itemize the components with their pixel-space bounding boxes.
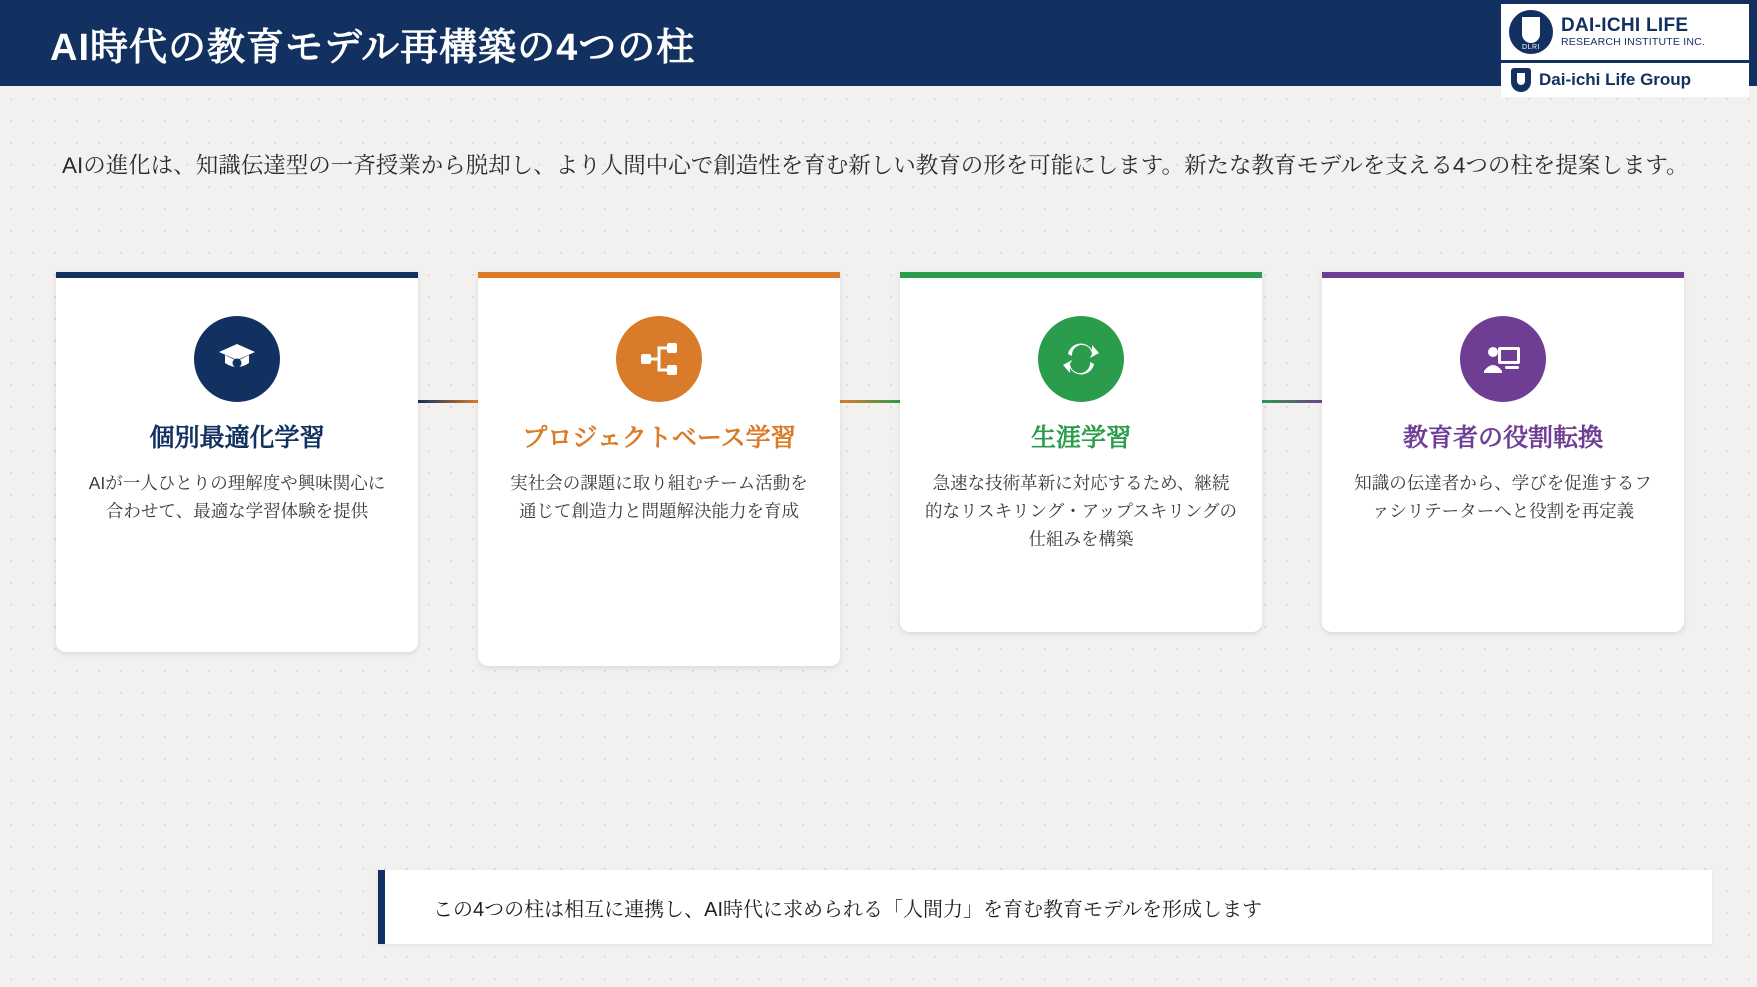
- company-logo: [1501, 4, 1749, 60]
- connector-line-2: [840, 400, 900, 403]
- card-accent-bar: [478, 272, 840, 278]
- logo-block: [1501, 4, 1749, 100]
- card-description: 急速な技術革新に対応するため、継続的なリスキリング・アップスキリングの仕組みを構築: [924, 472, 1238, 550]
- project-nodes-icon: [616, 316, 702, 402]
- card-title: 個別最適化学習: [149, 424, 325, 452]
- footer-callout-text: この4つの柱は相互に連携し、AI時代に求められる「人間力」を育む教育モデルを形成します: [433, 898, 1263, 921]
- footer-callout: [378, 870, 1712, 944]
- card-title: プロジェクトベース学習: [522, 424, 796, 452]
- card-accent-bar: [56, 272, 418, 278]
- dlri-circle-logo-icon: [1509, 10, 1553, 54]
- pillar-card-group: [56, 272, 1706, 662]
- presenter-screen-icon: [1460, 316, 1546, 402]
- card-title: 生涯学習: [1030, 424, 1131, 452]
- connector-line-1: [418, 400, 478, 403]
- group-logo-label: Dai-ichi Life Group: [1539, 70, 1692, 89]
- group-logo: [1501, 63, 1749, 97]
- card-accent-bar: [900, 272, 1262, 278]
- graduation-cap-user-icon: [194, 316, 280, 402]
- slide-header: [0, 0, 1757, 89]
- logo-company-sub: RESEARCH INSTITUTE INC.: [1561, 35, 1706, 48]
- pillar-card-4[interactable]: [1322, 272, 1684, 632]
- card-description: AIが一人ひとりの理解度や興味関心に合わせて、最適な学習体験を提供: [88, 472, 386, 521]
- shield-icon: [1511, 68, 1531, 92]
- card-title: 教育者の役割転換: [1402, 424, 1603, 452]
- card-accent-bar: [1322, 272, 1684, 278]
- logo-mark-text: DLRI: [1522, 44, 1540, 51]
- logo-company-name: DAI-ICHI LIFE: [1561, 15, 1689, 37]
- pillar-card-1[interactable]: [56, 272, 418, 652]
- pillar-card-2[interactable]: [478, 272, 840, 666]
- intro-paragraph: AIの進化は、知識伝達型の一斉授業から脱却し、より人間中心で創造性を育む新しい教育の形を可能にします。新たな教育モデルを支える4つの柱を提案します。: [62, 153, 1689, 178]
- pillar-card-3[interactable]: [900, 272, 1262, 632]
- refresh-cycle-icon: [1038, 316, 1124, 402]
- page-title: AI時代の教育モデル再構築の4つの柱: [50, 26, 696, 69]
- card-description: 知識の伝達者から、学びを促進するファシリテーターへと役割を再定義: [1354, 472, 1652, 521]
- card-description: 実社会の課題に取り組むチーム活動を通じて創造力と問題解決能力を育成: [510, 472, 808, 521]
- connector-line-3: [1262, 400, 1322, 403]
